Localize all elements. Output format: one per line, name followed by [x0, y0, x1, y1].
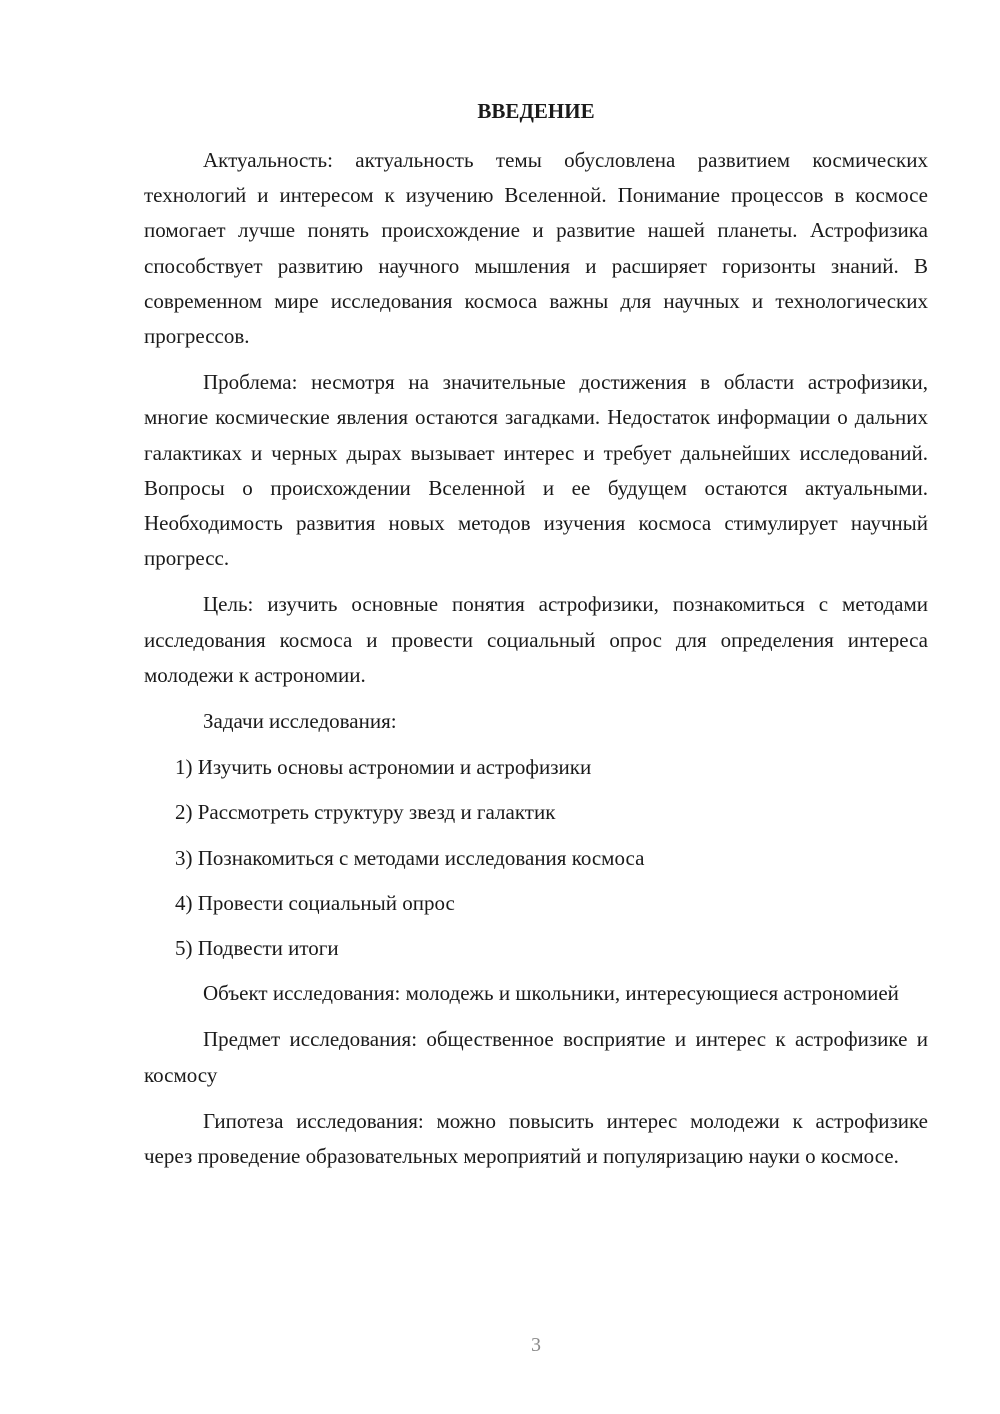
relevance-paragraph: Актуальность: актуальность темы обусловлена развитием космических технологий и интересом к изучению Вселенной. Понимание процессов в космосе помогает лучше понять происхождение и развитие нашей планеты. Астрофизика способствует развитию научного мышления и расширяет горизонты знаний. В современном мире исследования космоса важны для научных и технологических прогрессов. [144, 148, 928, 349]
task-item: 5) Подвести итоги [175, 936, 339, 961]
section-heading: ВВЕДЕНИЕ [477, 99, 595, 123]
task-item: 2) Рассмотреть структуру звезд и галактик [175, 800, 556, 825]
subject-paragraph: Предмет исследования: общественное восприятие и интерес к астрофизике и космосу [144, 1027, 928, 1087]
document-body [144, 143, 928, 1185]
tasks-list [144, 750, 928, 966]
task-item: 3) Познакомиться с методами исследования космоса [175, 845, 645, 870]
task-item: 1) Изучить основы астрономии и астрофизики [175, 755, 592, 780]
object-paragraph: Объект исследования: молодежь и школьники, интересующиеся астрономией [203, 981, 899, 1006]
hypothesis-paragraph: Гипотеза исследования: можно повысить интерес молодежи к астрофизике через проведение образовательных мероприятий и популяризацию науки о космосе. [144, 1108, 928, 1169]
task-item: 4) Провести социальный опрос [175, 890, 455, 915]
page-number: 3 [531, 1334, 541, 1356]
tasks-title: Задачи исследования: [203, 709, 397, 734]
problem-paragraph: Проблема: несмотря на значительные достижения в области астрофизики, многие космические явления остаются загадками. Недостаток информации о дальних галактиках и черных дырах вызывает интерес и требует дальнейших исследований. Вопросы о происхождении Вселенной и ее будущем остаются актуальными. Необходимость развития новых методов изучения космоса стимулирует научный прогресс. [144, 370, 928, 571]
goal-paragraph: Цель: изучить основные понятия астрофизики, познакомиться с методами исследования космоса и провести социальный опрос для определения интереса молодежи к астрономии. [144, 592, 928, 687]
